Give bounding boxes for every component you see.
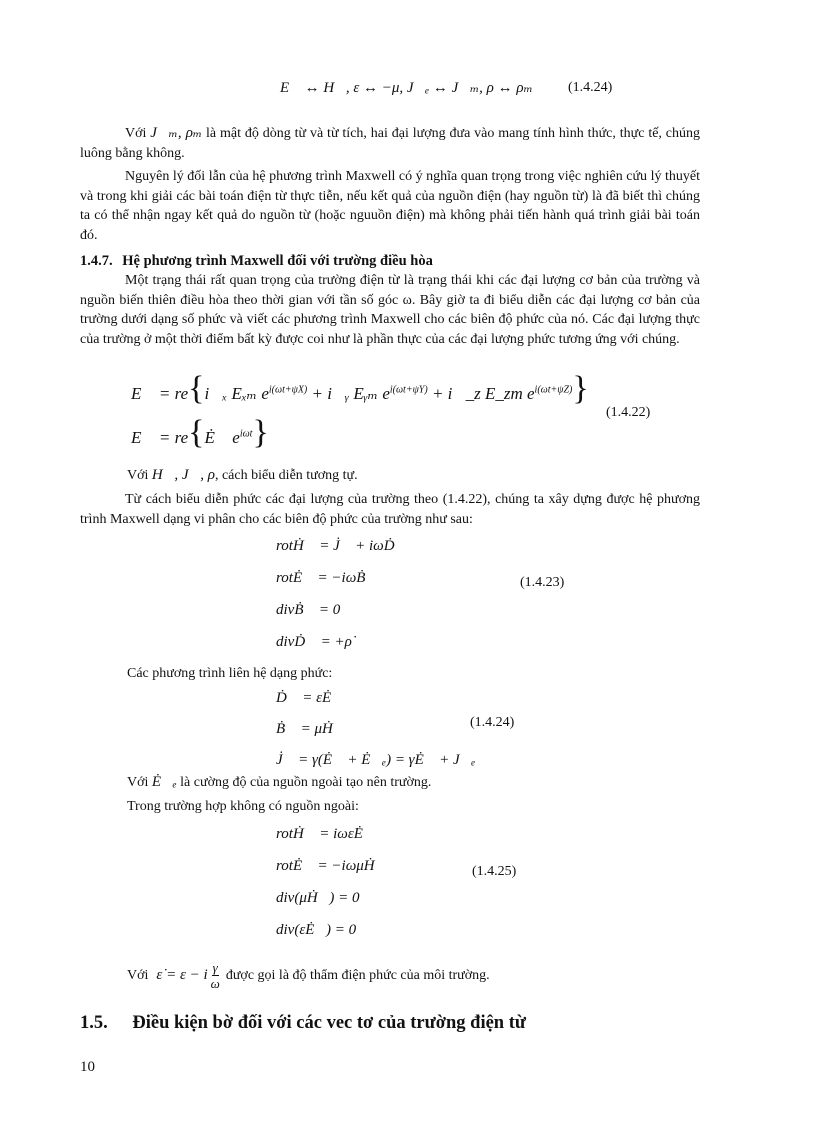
equation-line: divḊ⃗ = +ρ̇ xyxy=(276,634,352,650)
section-title: Điều kiện bờ đối với các vec tơ của trường điện từ xyxy=(132,1013,526,1033)
fraction xyxy=(211,960,220,991)
paragraph-complex-permittivity: Với ε̇ = ε − i $\frac{\gamma}{\omega}$ được gọi là độ thẩm điện phức của môi trường. xyxy=(127,960,490,991)
inline-math: Ė⃗ₑ xyxy=(151,774,177,790)
equation-line: divḂ⃗ = 0 xyxy=(276,602,341,618)
paragraph-harmonic-fields: Một trạng thái rất quan trọng của trường điện từ là trạng thái khi các đại lượng cơ bản của trường và nguồn biến thiên điều hòa theo thời gian với tần số góc ω. Bây giờ ta đi biểu diễn các đại lượng cơ bản của trường dưới dạng số phức và viết các phương trình Maxwell cho các biên độ phức của nó. Các đại lượng thực của trường ở một thời điểm bất kỳ được coi như là phần thực của các đại lượng phức tương ứng với chúng. xyxy=(80,273,700,347)
equation-1422-line2: E⃗ = re{Ė⃗ $e^{i\omega t}$} xyxy=(131,414,269,451)
equation-1425 xyxy=(276,818,386,946)
equation-line: J̇⃗ = γ(Ė⃗ + Ė⃗ₑ) = γĖ⃗ + J⃗ₑ xyxy=(276,752,476,768)
equation-line: rotḢ⃗ = iωε̇Ė⃗ xyxy=(276,826,375,842)
section-number: 1.4.7. xyxy=(80,253,113,269)
section-heading-147 xyxy=(80,253,433,270)
equation-number: (1.4.24) xyxy=(470,715,515,730)
equation-line: div(ε̇Ė⃗) = 0 xyxy=(276,922,357,938)
paragraph-magnetic-sources xyxy=(80,124,700,163)
equation-1423 xyxy=(276,530,406,658)
section-number: 1.5. xyxy=(80,1013,108,1033)
equation-line: rotĖ⃗ = −iωḂ⃗ xyxy=(276,570,378,586)
equation-line: Ḃ⃗ = μḢ⃗ xyxy=(276,721,345,737)
equation-number: (1.4.23) xyxy=(520,575,565,590)
equation-line: rotḢ⃗ = J̇⃗ + iωḊ⃗ xyxy=(276,538,407,554)
equation-line: rotĖ⃗ = −iωμḢ⃗ xyxy=(276,858,387,874)
paragraph-text: là mật độ dòng từ và từ tích, hai đại lượng đưa vào mang tính hình thức, thực tế, chúng luông bằng không. xyxy=(80,126,701,161)
inline-math: ε̇ = ε − i xyxy=(156,967,208,983)
paragraph-constitutive-intro: Các phương trình liên hệ dạng phức: xyxy=(127,666,333,681)
paragraph-external-source: Với Ė⃗ₑ là cường độ của nguồn ngoài tạo nên trường. xyxy=(127,774,432,790)
equation-number: (1.4.24) xyxy=(568,80,613,95)
equation-number: (1.4.25) xyxy=(472,864,517,879)
equation-line: div(μḢ⃗) = 0 xyxy=(276,890,360,906)
inline-math: J⃗ₘ, ρₘ xyxy=(150,125,203,141)
inline-math: H⃗, J⃗, ρ xyxy=(151,467,215,483)
fraction-denominator: ω xyxy=(210,976,220,991)
equation-1424-complex xyxy=(276,683,475,776)
equation-1422-line1: E⃗ = re{i⃗ₓ Eₓₘ $e^{i(\omega t+\psi X)}$ + i⃗ᵧ Eᵧₘ $e^{i(\omega t+\psi Y)}$ + i⃗_z E_zm $e^{i(\omega t+\psi Z)}$} xyxy=(131,370,589,407)
paragraph-complex-maxwell-intro: Từ cách biểu diễn phức các đại lượng của trường theo (1.4.22), chúng ta xây dựng được hệ phương trình Maxwell dạng vi phân cho các biên độ phức của trường như sau: xyxy=(80,492,700,527)
section-title: Hệ phương trình Maxwell đối với trường điều hòa xyxy=(122,253,433,269)
page-number: 10 xyxy=(80,1059,95,1075)
paragraph-other-fields: Với H⃗, J⃗, ρ, cách biểu diễn tương tự. xyxy=(127,467,358,483)
equation-number: (1.4.22) xyxy=(606,405,651,420)
paragraph-prefix: Với xyxy=(125,126,147,141)
equation-duality: E⃗ ↔ H⃗, ε ↔ −μ, J⃗ₑ ↔ J⃗ₘ, ρ ↔ ρₘ xyxy=(280,80,533,96)
paragraph-duality-principle: Nguyên lý đối lẫn của hệ phương trình Maxwell có ý nghĩa quan trọng trong việc nghiên cứu lý thuyết và trong khi giải các bài toán điện từ thực tiễn, nếu kết quả của nguồn điện (hay nguồn từ) là đã biết thì chúng ta có thể nhận ngay kết quả do nguồn từ (hoặc nguuồn điện) mà không phải tiến hành quá trình giải bài toán đó. xyxy=(80,169,700,243)
fraction-numerator: γ xyxy=(212,960,218,975)
paragraph-no-source: Trong trường hợp không có nguồn ngoài: xyxy=(127,799,359,814)
section-heading-15 xyxy=(80,1013,526,1034)
equation-line: Ḋ⃗ = εĖ⃗ xyxy=(276,690,343,706)
